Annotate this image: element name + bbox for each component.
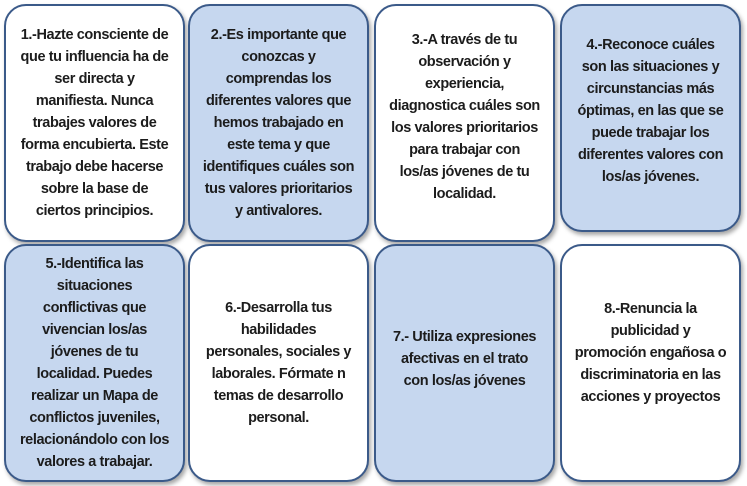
card-8 <box>560 244 741 482</box>
card-5 <box>4 244 185 482</box>
card-6 <box>188 244 369 482</box>
card-3 <box>374 4 555 242</box>
card-6-text: 6.-Desarrolla tus habilidades personales, sociales y laborales. Fórmate n temas de desarrollo personal. <box>205 300 352 426</box>
card-4-text: 4.-Reconoce cuáles son las situaciones y circunstancias más óptimas, en las que se puede trabajar los diferentes valores con los/as jóvenes. <box>577 37 724 185</box>
card-7 <box>374 244 555 482</box>
card-2-text: 2.-Es importante que conozcas y comprendas los diferentes valores que hemos trabajado en este tema y que identifiques cuáles son tus valores prioritarios y antivalores. <box>202 27 355 219</box>
card-2 <box>188 4 369 242</box>
card-5-text: 5.-Identifica las situaciones conflictivas que vivencian los/as jóvenes de tu localidad. Puedes realizar un Mapa de conflictos juveniles, relacionándolo con los valores a trabajar. <box>19 256 170 470</box>
card-7-text: 7.- Utiliza expresiones afectivas en el trato con los/as jóvenes <box>392 329 537 389</box>
card-8-text: 8.-Renuncia la publicidad y promoción engañosa o discriminatoria en las acciones y proyectos <box>574 301 727 405</box>
card-4 <box>560 4 741 232</box>
card-3-text: 3.-A través de tu observación y experiencia, diagnostica cuáles son los valores prioritarios para trabajar con los/as jóvenes de tu localidad. <box>389 32 540 202</box>
card-1 <box>4 4 185 242</box>
card-1-text: 1.-Hazte consciente de que tu influencia ha de ser directa y manifiesta. Nunca trabajes valores de forma encubierta. Este trabajo debe hacerse sobre la base de ciertos principios. <box>20 27 169 219</box>
